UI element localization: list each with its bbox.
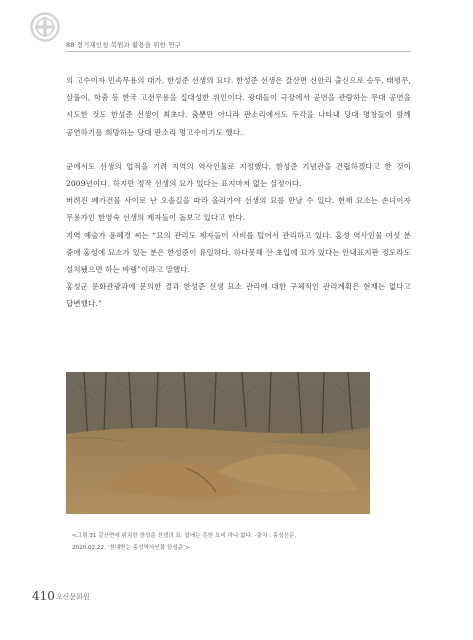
paragraph: 의 고수이자 민속무용의 대가, 한성준 선생의 묘다. 한성준 선생은 갈산면 신안리 출신으로 승무, 태평무, 살풀이, 학춤 등 한국 고전무용을 집대성한 위인이다. 광대들이 극장에서 공연을 관람하는 무대 공연을 시도한 것도 한성준 선생이 최초다. 춤뿐만 아니라 판소리에서도 두각을 나타내 당대 명창들이 함께 공연하기를 희망하는 당대 판소리 명고수이기도 했다. bbox=[66, 76, 411, 137]
grave-site-photo bbox=[66, 372, 370, 514]
photo-caption bbox=[72, 530, 417, 554]
running-header: 88 경기재인청 복원과 활용을 위한 연구 bbox=[66, 41, 181, 49]
page-number: 410 bbox=[32, 589, 55, 603]
publication-name: 오산문화원 bbox=[56, 593, 90, 601]
paragraph: 홍성군 문화관광과에 문의한 결과 한성준 선생 묘소 관리에 대한 구체적인 관리계획은 현재는 없다고 답변했다.” bbox=[66, 282, 411, 309]
caption-line: <그림 31 갈산면에 위치한 한성준 선생의 묘. 앞에는 흔한 묘비 하나 없다. -출처 : 홍성신문, bbox=[72, 533, 297, 539]
caption-line: 2020.02.22. ‘천대받는 홍성역사인물 한성준’> bbox=[72, 545, 190, 551]
publisher-emblem-icon bbox=[30, 12, 60, 42]
paragraph: 지역 예술가 윤혜경 씨는 “묘의 관리도 제자들이 사비를 털어서 관리하고 있다. 홍성 역사인물 여섯 분 중에 홍성에 묘소가 있는 분은 한성준이 유일하다. 하다못해 산 초입에 묘가 있다는 안내표지판 정도라도 설치됐으면 하는 바램”이라고 말했다. bbox=[66, 230, 411, 275]
header-rule bbox=[66, 51, 411, 52]
paragraph: 버려진 폐가건물 사이로 난 오솔길을 따라 올라가야 선생의 묘를 만날 수 있다. 현재 묘소는 손녀이자 무용가인 한영숙 선생의 제자들이 돌보고 있다고 한다. bbox=[66, 196, 411, 223]
paragraph: 군에서도 선생의 업적을 기려 지역의 역사인물로 지정했다. 한성준 기념관을 건립하겠다고 한 것이 2009년이다. 하지만 정작 선생의 묘가 있다는 표지마저 없는 실정이다. bbox=[66, 161, 411, 189]
body-text bbox=[66, 72, 411, 313]
